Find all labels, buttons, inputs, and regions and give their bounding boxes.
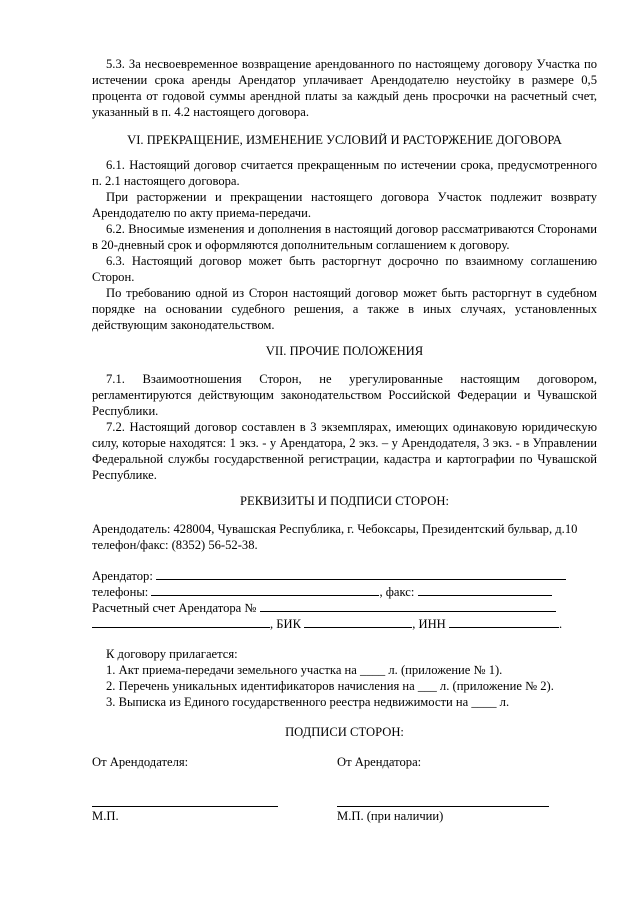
tenant-bik-blank[interactable]: [304, 616, 412, 628]
attachments-intro: К договору прилагается:: [106, 647, 238, 661]
attachment-item: 1. Акт приема-передачи земельного участка на ____ л. (приложение № 1).: [106, 663, 503, 677]
tenant-phones-row: [92, 584, 597, 600]
clause-6-3-court: По требованию одной из Сторон настоящий договор может быть расторгнут в судебном порядке на основании судебного решения, а также в иных случаях, установленных действующим законодательством.: [92, 286, 597, 332]
heading-termination: VI. ПРЕКРАЩЕНИЕ, ИЗМЕНЕНИЕ УСЛОВИЙ И РАСТОРЖЕНИЕ ДОГОВОРА: [127, 133, 562, 147]
tenant-phones-blank[interactable]: [151, 584, 379, 596]
lessor-address: Арендодатель: 428004, Чувашская Республика, г. Чебоксары, Президентский бульвар, д.10: [92, 522, 578, 536]
phones-label: телефоны:: [92, 585, 149, 599]
lessor-stamp-label: М.П.: [92, 809, 119, 823]
account-label: Расчетный счет Арендатора №: [92, 601, 257, 615]
stamp-row: [92, 808, 597, 824]
clause-6-3: 6.3. Настоящий договор может быть расторгнут досрочно по взаимному соглашению Сторон.: [92, 254, 597, 284]
inn-label: , ИНН: [412, 617, 446, 631]
attachment-item: 2. Перечень уникальных идентификаторов начисления на ___ л. (приложение № 2).: [106, 679, 554, 693]
attachment-item: 3. Выписка из Единого государственного реестра недвижимости на ____ л.: [106, 695, 510, 709]
attachments-list: [92, 646, 597, 710]
from-tenant-label: От Арендатора:: [337, 755, 422, 769]
clause-6-1: 6.1. Настоящий договор считается прекращенным по истечении срока, предусмотренного п. 2.1 настоящего договора.: [92, 158, 597, 188]
document-page: [92, 56, 597, 824]
lessor-signature-line[interactable]: [92, 806, 278, 807]
lessor-phone: телефон/факс: (8352) 56-52-38.: [92, 538, 258, 552]
fax-label: , факс:: [379, 585, 415, 599]
signature-lines: [92, 770, 597, 808]
tenant-signature-line[interactable]: [337, 806, 549, 807]
clause-6-2: 6.2. Вносимые изменения и дополнения в настоящий договор рассматриваются Сторонами в 20-дневный срок и оформляются дополнительным соглашением к договору.: [92, 222, 597, 252]
heading-requisites: РЕКВИЗИТЫ И ПОДПИСИ СТОРОН:: [240, 494, 449, 508]
tenant-name-blank[interactable]: [156, 568, 566, 580]
tenant-name-row: [92, 568, 597, 584]
end-dot: .: [558, 617, 563, 631]
tenant-bik-inn-row: [92, 616, 597, 632]
heading-signatures: ПОДПИСИ СТОРОН:: [285, 725, 404, 739]
clause-7-1: 7.1. Взаимоотношения Сторон, не урегулированные настоящим договором, регламентируются действующим законодательством Российской Федерации и Чувашской Республики.: [92, 372, 597, 418]
clause-7-2: 7.2. Настоящий договор составлен в 3 экземплярах, имеющих одинаковую юридическую силу, которые находятся: 1 экз. - у Арендатора, 2 экз. – у Арендодателя, 3 экз. - в Управлении Федеральной службы государственной регистрации, кадастра и картографии по Чувашской Республике.: [92, 420, 597, 482]
tenant-label: Арендатор:: [92, 569, 153, 583]
tenant-stamp-label: М.П. (при наличии): [337, 809, 444, 823]
clause-6-1-return: При расторжении и прекращении настоящего договора Участок подлежит возврату Арендодателю по акту приема-передачи.: [92, 190, 597, 220]
heading-other-provisions: VII. ПРОЧИЕ ПОЛОЖЕНИЯ: [265, 344, 424, 358]
tenant-fax-blank[interactable]: [418, 584, 552, 596]
from-lessor-label: От Арендодателя:: [92, 755, 189, 769]
signature-parties-row: [92, 754, 597, 770]
tenant-account-row: [92, 600, 597, 616]
clause-5-3: 5.3. За несвоевременное возвращение арендованного по настоящему договору Участка по истечении срока аренды Арендатор уплачивает Арендодателю неустойку в размере 0,5 процента от годовой суммы арендной платы за каждый день просрочки на расчетный счет, указанный в п. 4.2 настоящего договора.: [92, 57, 597, 119]
tenant-account-blank[interactable]: [260, 600, 556, 612]
bik-label: , БИК: [270, 617, 302, 631]
tenant-inn-blank[interactable]: [449, 616, 559, 628]
tenant-account-cont-blank[interactable]: [92, 616, 270, 628]
